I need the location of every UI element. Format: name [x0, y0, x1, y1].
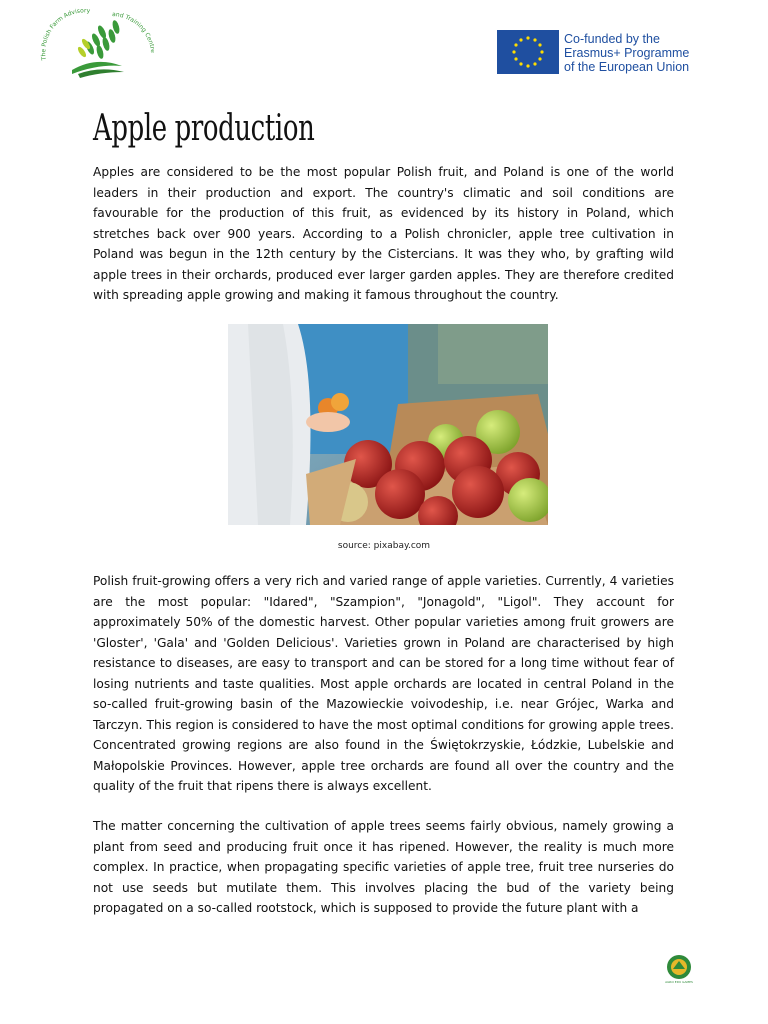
eu-badge-line-1: Co-funded by the: [564, 32, 660, 46]
logo-arc-text-right: and Training Cen: [111, 10, 154, 46]
apple-box-photo: [228, 324, 548, 525]
eu-flag-icon: [497, 30, 559, 74]
wheat-logo-icon: [38, 8, 154, 84]
eu-badge-text: [564, 32, 699, 74]
paragraph-varieties: Polish fruit-growing offers a very rich and varied range of apple varieties. Currently, 4 varieties are the most popular: "Idared", "Szampion", "Jonagold", "Ligol". They account for approximately 50% of the domestic harvest. Other popular varieties among fruit growers are 'Gloster', 'Gala' and 'Golden Delicious'. Varieties grown in Poland are characterised by high resistance to diseases, are easy to transport and can be stored for a long time without fear of losing nutrients and taste qualities. Most apple orchards are located in central Poland in the so-called fruit-growing basin of the Mazowieckie voivodeship, i.e. near Grójec, Warka and Tarczyn. This region is considered to have the most optimal conditions for growing apple trees. Concentrated growing regions are also found in the Świętokrzyskie, Łódzkie, Lubelskie and Małopolskie Provinces. However, apple tree orchards are found all over the country and the quality of the fruit that ripens there is always excellent.: [93, 574, 674, 793]
eu-badge-line-2: Erasmus+ Programme: [564, 46, 690, 60]
logo-arc-text-left: The Polish Farm Advisory: [40, 8, 91, 61]
footer-logo-text: AGRO EDU GAMES: [665, 980, 693, 984]
eu-badge-line-3: of the European Union: [564, 60, 690, 74]
paragraph-cultivation: The matter concerning the cultivation of apple trees seems fairly obvious, namely growing a plant from seed and producing fruit once it has ripened. However, the reality is much more complex. In practice, when propagating specific varieties of apple tree, fruit tree nurseries do not use seeds but mutilate them. This involves placing the bud of the variety being propagated on a so-called rootstock, which is supposed to provide the future plant with a: [93, 819, 674, 915]
eu-funding-badge: [497, 30, 697, 74]
photo-caption: source: pixabay.com: [337, 541, 431, 551]
page-title: Apple production: [93, 108, 315, 149]
left-header-logo: [38, 8, 154, 84]
apple-photo: [228, 324, 548, 525]
footer-emblem-icon: [664, 953, 694, 985]
paragraph-history: Apples are considered to be the most popular Polish fruit, and Poland is one of the world leaders in their production and export. The country's climatic and soil conditions are favourable for the production of this fruit, as evidenced by its history in Poland, which stretches back over 900 years. According to a Polish chronicler, apple tree cultivation in Poland was begun in the 12th century by the Cistercians. It was they who, by grafting wild apple trees in their orchards, produced ever larger garden apples. They are therefore credited with spreading apple growing and making it famous throughout the country.: [93, 165, 674, 302]
footer-logo: [664, 953, 694, 985]
